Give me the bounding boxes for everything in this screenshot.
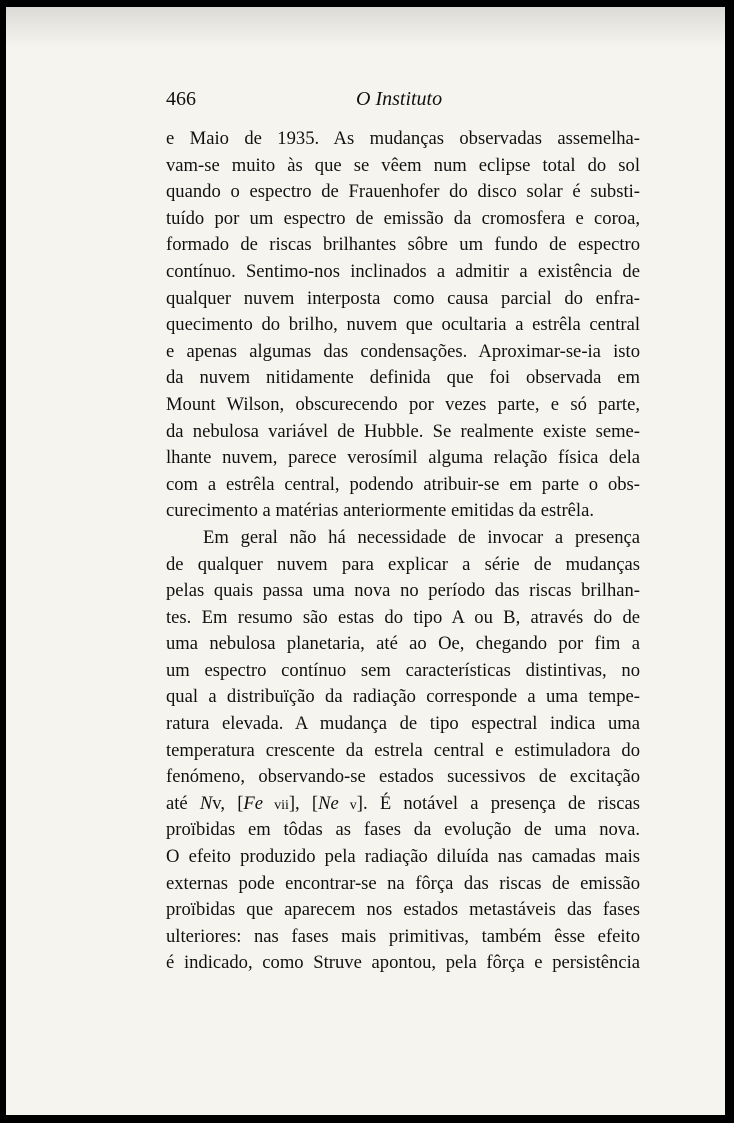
text-line: formado de riscas brilhantes sôbre um fundo de espectro [166,234,640,256]
text-line: de qualquer nuvem para explicar a série de mudanças [166,553,640,575]
text-line: fenómeno, observando-se estados sucessivos de excitação [166,766,640,788]
text-segment-small: v [338,797,357,813]
text-segment: até [166,792,200,814]
text-segment: ]. É notável a presença de riscas [356,792,640,814]
text-segment-italic: N [199,792,213,814]
text-line: externas pode encontrar-se na fôrça das riscas de emissão [166,872,640,894]
text-line: curecimento a matérias anteriormente emitidas da estrêla. [166,500,594,522]
page-number: 466 [166,88,196,110]
text-line: proïbidas em tôdas as fases da evolução de uma nova. [166,819,640,841]
text-segment-italic: Ne [318,792,339,814]
text-line-with-notation [166,791,640,818]
text-segment: v, [ [212,792,244,814]
text-line: ulteriores: nas fases mais primitivas, também êsse efeito [166,925,640,947]
text-line: qualquer nuvem interposta como causa parcial do enfra- [166,287,640,309]
text-segment-italic: Fe [243,792,264,814]
running-title: O Instituto [356,88,443,110]
text-line: Em geral não há necessidade de invocar a presença [203,526,640,548]
text-line: contínuo. Sentimo-nos inclinados a admitir a existência de [166,260,640,282]
text-line: pelas quais passa uma nova no período das riscas brilhan- [166,580,640,602]
text-line: tuído por um espectro de emissão da cromosfera e coroa, [166,207,640,229]
text-line: O efeito produzido pela radiação diluída nas camadas mais [166,846,640,868]
text-line: quando o espectro de Frauenhofer do disco solar é substi- [166,181,640,203]
text-line: e apenas algumas das condensações. Aproximar-se-ia isto [166,340,640,362]
text-line: qual a distribuïção da radiação corresponde a uma tempe- [166,686,640,708]
text-line: Mount Wilson, obscurecendo por vezes parte, e só parte, [166,393,640,415]
text-line: e Maio de 1935. As mudanças observadas assemelha- [166,128,640,149]
text-line: ratura elevada. A mudança de tipo espectral indica uma [166,713,640,735]
text-segment-small: vii [263,797,289,813]
text-line: da nuvem nitidamente definida que foi observada em [166,367,640,389]
text-line: é indicado, como Struve apontou, pela fôrça e persistência [166,952,640,974]
text-line: da nebulosa variável de Hubble. Se realmente existe seme- [166,420,640,442]
text-line: quecimento do brilho, nuvem que ocultaria a estrêla central [166,314,640,336]
text-segment: ], [ [288,792,319,814]
scan-shading [6,7,725,47]
text-line: lhante nuvem, parece verosímil alguma relação física dela [166,447,640,469]
body-text [166,126,640,977]
text-line: vam-se muito às que se vêem num eclipse total do sol [166,154,640,176]
text-line: uma nebulosa planetaria, até ao Oe, chegando por fim a [166,633,640,655]
text-line: com a estrêla central, podendo atribuir-se em parte o obs- [166,473,640,495]
text-line: um espectro contínuo sem características distintivas, no [166,659,640,681]
text-line: proïbidas que aparecem nos estados metastáveis das fases [166,899,640,921]
text-line: temperatura crescente da estrela central e estimuladora do [166,739,640,761]
page-header [166,88,640,116]
text-line: tes. Em resumo são estas do tipo A ou B, através do de [166,606,640,628]
